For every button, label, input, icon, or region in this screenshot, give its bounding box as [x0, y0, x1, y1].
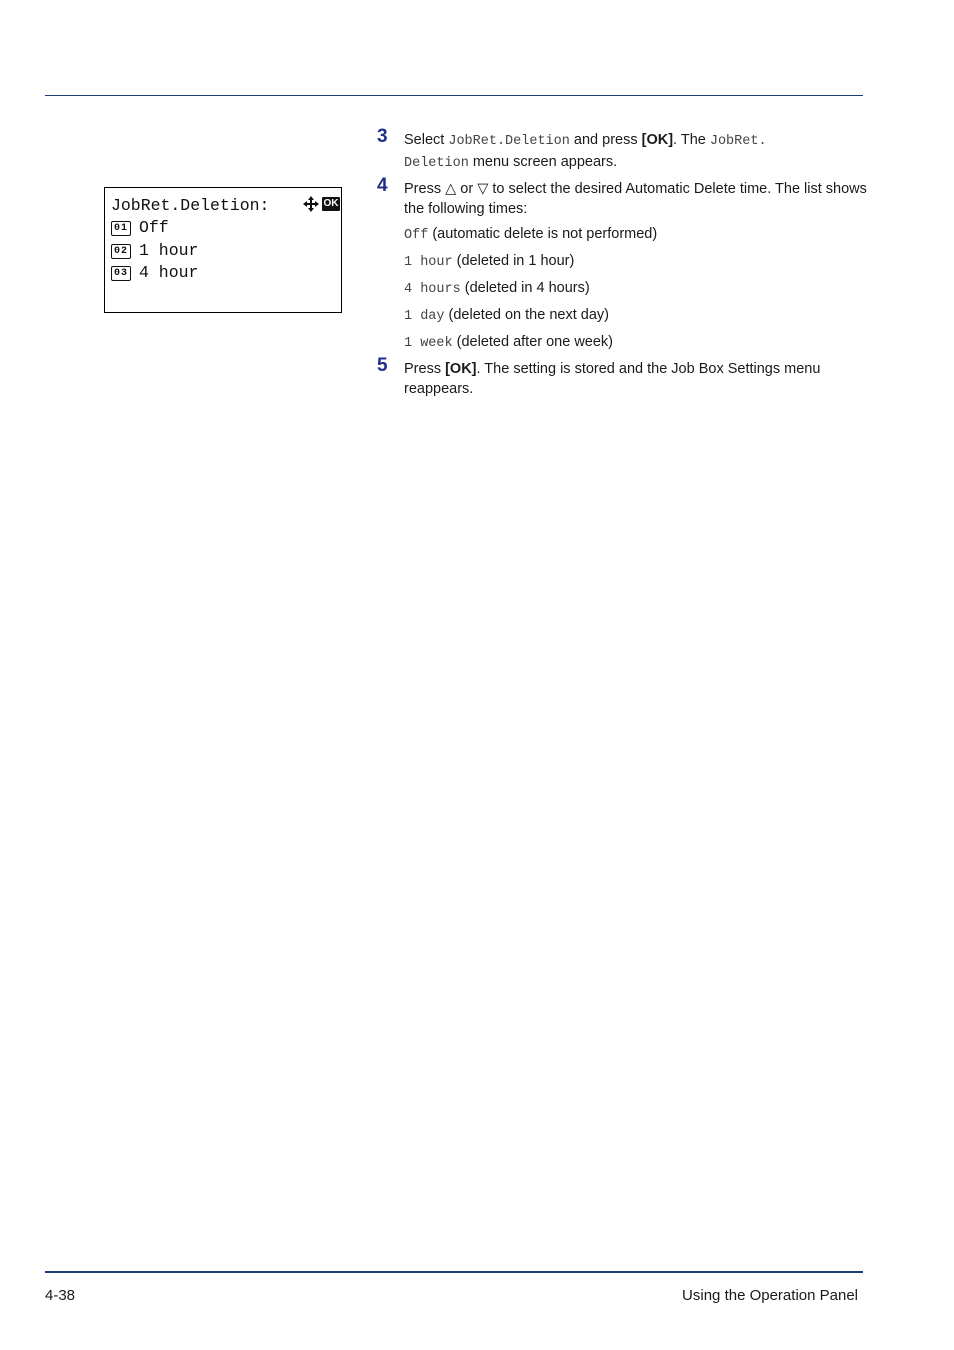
option-item: [377, 278, 867, 300]
lcd-menu-item: [111, 263, 198, 282]
step-text: menu screen appears.: [468, 154, 618, 170]
option-code: 4 hours: [404, 282, 461, 297]
step-text: . The: [673, 132, 710, 148]
step-number: 4: [377, 175, 388, 196]
option-desc: (deleted after one week): [452, 334, 614, 350]
step-number: 3: [377, 126, 388, 147]
up-triangle-icon: △: [445, 181, 457, 197]
option-code: 1 day: [404, 309, 445, 324]
option-desc: (deleted in 4 hours): [460, 280, 590, 296]
menu-code: Deletion: [404, 156, 469, 171]
step-number: 5: [377, 355, 388, 376]
step-text: and press: [569, 132, 642, 148]
step-text: to select the desired Automatic Delete time. The list shows the following times:: [404, 181, 867, 217]
page-number: 4-38: [45, 1287, 76, 1304]
step-text: . The setting is stored and the Job Box Settings menu reappears.: [404, 361, 821, 397]
option-code: Off: [404, 228, 429, 243]
option-desc: (deleted in 1 hour): [452, 253, 575, 269]
navigation-arrows-icon: [303, 196, 319, 212]
option-desc: (deleted on the next day): [444, 307, 609, 323]
menu-code: JobRet.: [709, 134, 767, 149]
footer-rule: [45, 1271, 863, 1273]
item-number-badge: 02: [111, 244, 131, 259]
lcd-item-label: 4 hour: [139, 263, 199, 282]
key-label: [OK]: [445, 361, 477, 377]
procedure-steps: [377, 126, 867, 404]
option-item: [377, 305, 867, 327]
ok-key-icon: OK: [323, 198, 339, 209]
lcd-item-label: Off: [139, 218, 169, 237]
lcd-menu-item: [111, 218, 169, 237]
lcd-item-label: 1 hour: [139, 241, 199, 260]
step-text: Select: [404, 132, 449, 148]
lcd-menu-item: [111, 241, 198, 260]
option-code: 1 hour: [404, 255, 453, 270]
lcd-title: JobRet.Deletion:: [111, 196, 270, 215]
item-number-badge: 01: [111, 221, 131, 236]
option-code: 1 week: [404, 336, 453, 351]
step-text: Press: [404, 181, 446, 197]
option-item: [377, 251, 867, 273]
header-rule: [45, 95, 863, 96]
option-item: [377, 332, 867, 354]
step-3: [377, 126, 867, 174]
key-label: [OK]: [641, 132, 674, 148]
step-text: or: [456, 181, 478, 197]
item-number-badge: 03: [111, 266, 131, 281]
lcd-screen: [104, 187, 342, 313]
option-desc: (automatic delete is not performed): [428, 226, 658, 242]
section-title: Using the Operation Panel: [682, 1287, 858, 1304]
step-4: [377, 175, 867, 219]
step-5: [377, 355, 867, 399]
step-text: Press: [404, 361, 446, 377]
down-triangle-icon: ▽: [477, 181, 489, 197]
option-item: [377, 224, 867, 246]
menu-code: JobRet.Deletion: [448, 134, 570, 149]
